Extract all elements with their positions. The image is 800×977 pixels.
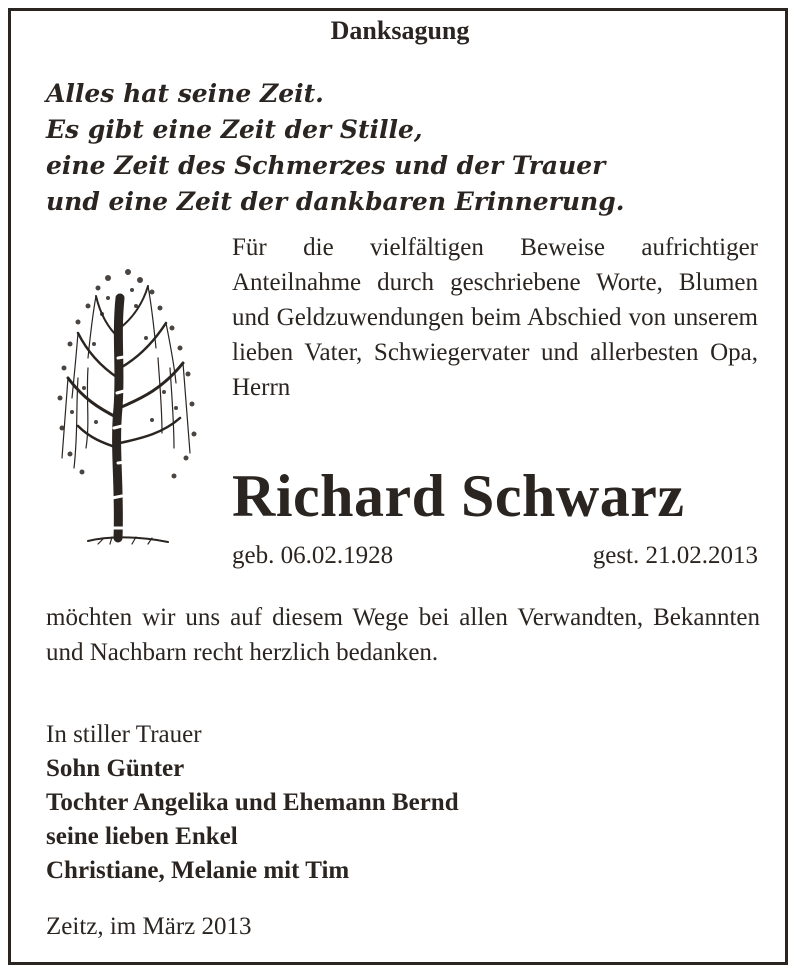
death-date: gest. 21.02.2013 [592,542,758,569]
intro-text: Für die vielfältigen Beweise aufrichtiger Anteilnahme durch geschriebene Worte, Blumen und Geldzuwendungen beim Abschied von unserem lieben Vater, Schwiegervater und allerbesten Opa, Herrn [232,234,758,401]
mourner-name: Christiane, Melanie mit Tim [46,857,350,884]
poem-line: Alles hat seine Zeit. [46,79,324,108]
mourners-block [46,718,760,888]
mourner-name: seine lieben Enkel [46,823,238,850]
mourner-name: Tochter Angelika und Ehemann Bernd [46,789,459,816]
poem-line: eine Zeit des Schmerzes und der Trauer [46,151,606,180]
poem-line: und eine Zeit der dankbaren Erinnerung. [46,187,625,216]
notice-heading: Danksagung [330,16,470,45]
mourner-name: Sohn Günter [46,755,185,782]
thanks-text: möchten wir uns auf diesem Wege bei allen Verwandten, Bekannten und Nachbarn recht herzlich bedanken. [46,604,760,666]
birch-tree-icon [48,258,203,548]
birth-date: geb. 06.02.1928 [232,542,394,569]
place-date: Zeitz, im März 2013 [46,913,252,940]
poem-line: Es gibt eine Zeit der Stille, [46,115,423,144]
deceased-name: Richard Schwarz [232,463,685,529]
poem [46,76,766,220]
mourners-intro: In stiller Trauer [46,721,202,748]
